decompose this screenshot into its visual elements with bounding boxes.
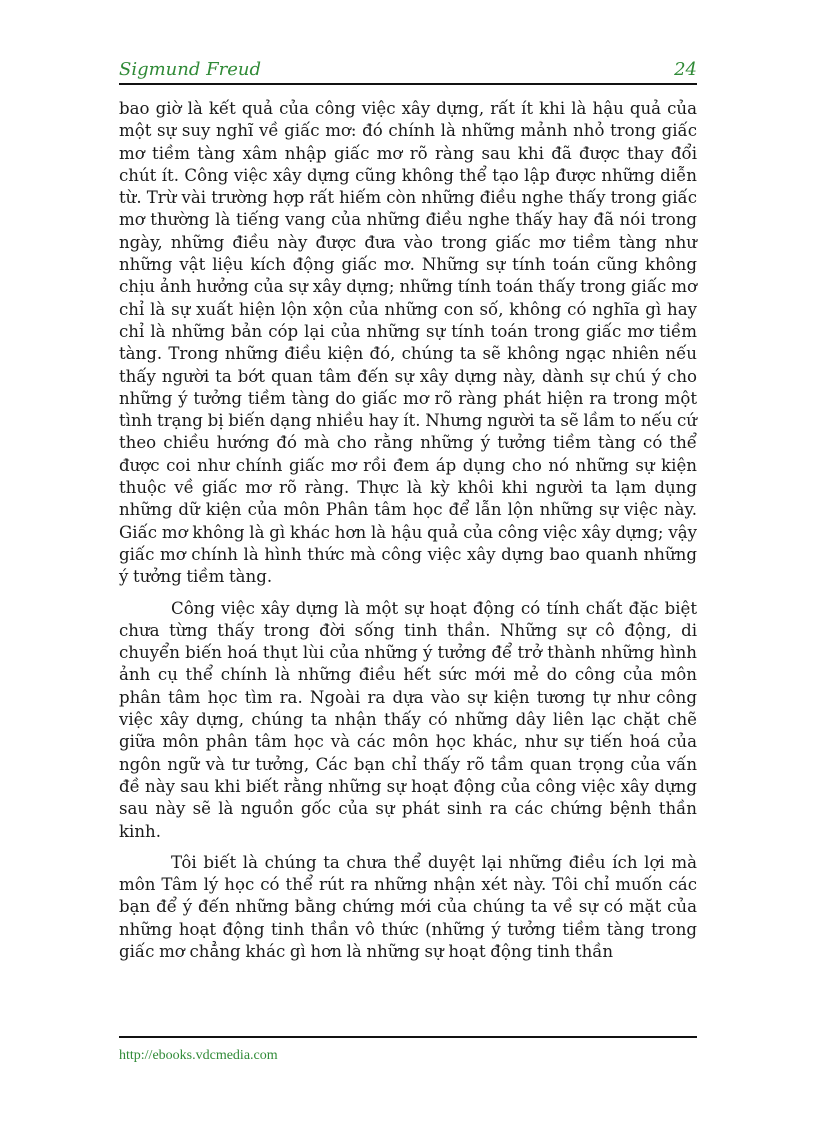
header-author: Sigmund Freud xyxy=(119,59,261,80)
paragraph-3: Tôi biết là chúng ta chưa thể duyệt lại những điều ích lợi mà môn Tâm lý học có thể rút ra những nhận xét này. Tôi chỉ muốn các bạn để ý đến những bằng chứng mới của chúng ta về sự có mặt của những hoạt động tinh thần vô thức (những ý tưởng tiềm tàng trong giấc mơ chẳng khác gì hơn là những sự hoạt động tinh thần xyxy=(119,852,697,961)
page-footer xyxy=(119,1036,697,1064)
footer-url-link[interactable]: http://ebooks.vdcmedia.com xyxy=(119,1048,278,1063)
page-header xyxy=(119,58,697,85)
header-page-number: 24 xyxy=(674,59,697,80)
body-text xyxy=(119,98,697,963)
paragraph-2: Công việc xây dựng là một sự hoạt động có tính chất đặc biệt chưa từng thấy trong đời sống tinh thần. Những sự cô động, di chuyển biến hoá thụt lùi của những ý tưởng để trở thành những hình ảnh cụ thể chính là những điều hết sức mới mẻ do công của môn phân tâm học tìm ra. Ngoài ra dựa vào sự kiện tương tự như công việc xây dựng, chúng ta nhận thấy có những dây liên lạc chặt chẽ giữa môn phân tâm học và các môn học khác, như sự tiến hoá của ngôn ngữ và tư tưởng, Các bạn chỉ thấy rõ tầm quan trọng của vấn đề này sau khi biết rằng những sự hoạt động của công việc xây dựng sau này sẽ là nguồn gốc của sự phát sinh ra các chứng bệnh thần kinh. xyxy=(119,598,697,841)
paragraph-1: bao giờ là kết quả của công việc xây dựng, rất ít khi là hậu quả của một sự suy nghĩ về giấc mơ: đó chính là những mảnh nhỏ trong giấc mơ tiềm tàng xâm nhập giấc mơ rõ ràng sau khi đã được thay đổi chút ít. Công việc xây dựng cũng không thể tạo lập được những diễn từ. Trừ vài trường hợp rất hiếm còn những điều nghe thấy trong giấc mơ thường là tiếng vang của những điều nghe thấy hay đã nói trong ngày, những điều này được đưa vào trong giấc mơ tiềm tàng như những vật liệu kích động giấc mơ. Những sự tính toán cũng không chịu ảnh hưởng của sự xây dựng; những tính toán thấy trong giấc mơ chỉ là sự xuất hiện lộn xộn của những con số, không có nghĩa gì hay chỉ là những bản cóp lại của những sự tính toán trong giấc mơ tiềm tàng. Trong những điều kiện đó, chúng ta sẽ không ngạc nhiên nếu thấy người ta bớt quan tâm đến sự xây dựng này, dành sự chú ý cho những ý tưởng tiềm tàng do giấc mơ rõ ràng phát hiện ra trong một tình trạng bị biến dạng nhiều hay ít. Nhưng người ta sẽ lầm to nếu cứ theo chiều hướng đó mà cho rằng những ý tưởng tiềm tàng có thể được coi như chính giấc mơ rồi đem áp dụng cho nó những sự kiện thuộc về giấc mơ rõ ràng. Thực là kỳ khôi khi người ta lạm dụng những dữ kiện của môn Phân tâm học để lẫn lộn những sự việc này. Giấc mơ không là gì khác hơn là hậu quả của công việc xây dựng; vậy giấc mơ chính là hình thức mà công việc xây dựng bao quanh những ý tưởng tiềm tàng. xyxy=(119,99,697,587)
